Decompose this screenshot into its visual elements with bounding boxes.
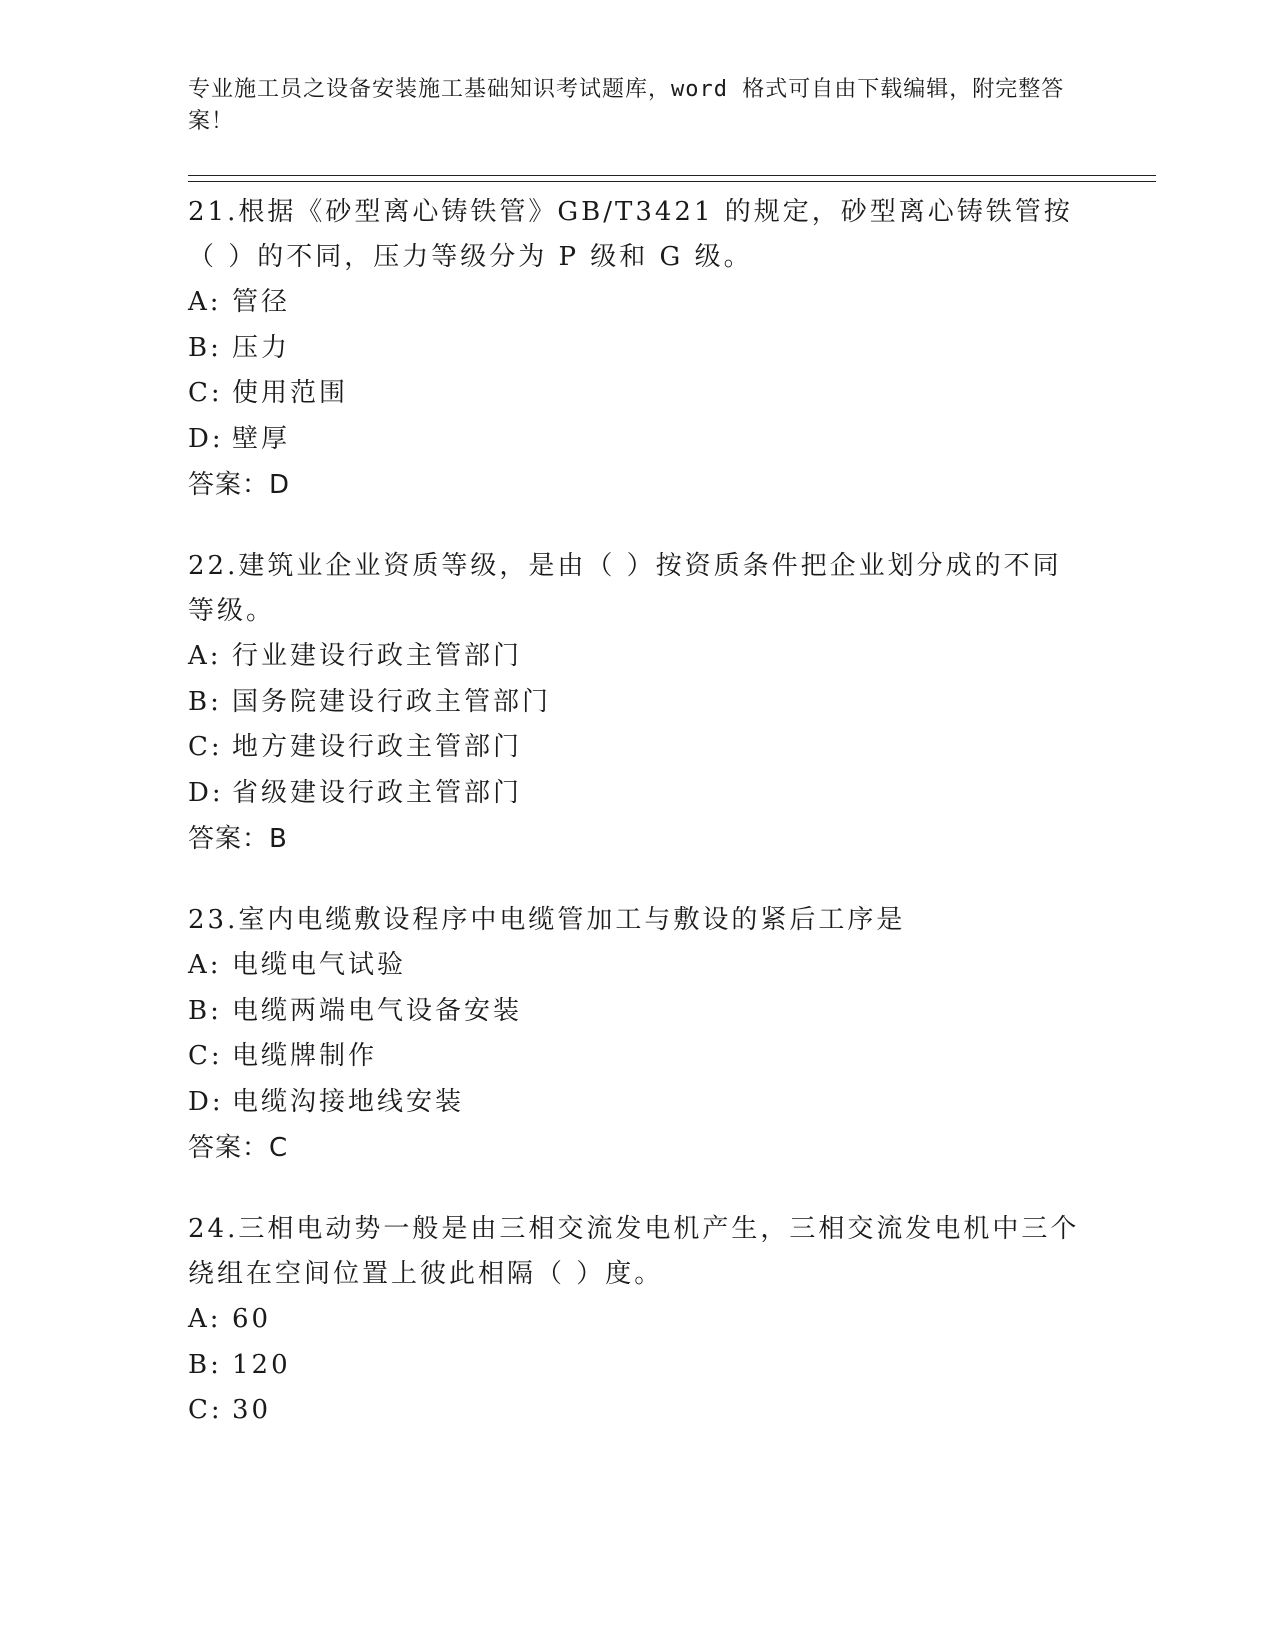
option-text: 30 <box>232 1395 272 1425</box>
question-22 <box>188 544 1088 862</box>
option-d <box>188 417 1088 463</box>
header-intro-text: 专业施工员之设备安装施工基础知识考试题库，word 格式可自由下载编辑，附完整答案！ <box>188 77 1065 134</box>
option-letter: C: <box>188 1041 223 1071</box>
option-text: 120 <box>232 1349 291 1380</box>
option-letter: B: <box>188 686 222 717</box>
option-text: 管径 <box>232 287 291 317</box>
option-text: 壁厚 <box>232 423 291 454</box>
question-23 <box>188 898 1088 1171</box>
option-text: 电缆电气试验 <box>232 950 407 980</box>
option-letter: D: <box>188 1086 224 1117</box>
question-24 <box>188 1207 1088 1434</box>
option-a <box>188 634 1088 680</box>
option-text: 省级建设行政主管部门 <box>232 777 523 808</box>
option-c <box>188 1388 1088 1434</box>
option-letter: D: <box>188 777 224 808</box>
option-letter: A: <box>188 1304 222 1334</box>
option-text: 60 <box>232 1304 272 1334</box>
option-b <box>188 326 1088 372</box>
option-text: 电缆牌制作 <box>232 1041 378 1071</box>
option-letter: D: <box>188 423 224 454</box>
option-text: 地方建设行政主管部门 <box>232 732 523 762</box>
header-divider-bottom <box>188 181 1156 182</box>
header-divider-top <box>188 175 1156 176</box>
option-c <box>188 725 1088 771</box>
question-list <box>188 190 1088 1470</box>
option-letter: A: <box>188 950 222 980</box>
option-a <box>188 280 1088 326</box>
option-c <box>188 1034 1088 1080</box>
option-a <box>188 943 1088 989</box>
question-21 <box>188 190 1088 508</box>
question-stem: 23.室内电缆敷设程序中电缆管加工与敷设的紧后工序是 <box>188 905 906 935</box>
option-text: 使用范围 <box>232 378 349 408</box>
option-letter: A: <box>188 641 222 671</box>
option-letter: C: <box>188 732 223 762</box>
option-text: 国务院建设行政主管部门 <box>232 686 552 717</box>
question-stem: 24.三相电动势一般是由三相交流发电机产生，三相交流发电机中三个绕组在空间位置上彼此相隔（ ）度。 <box>188 1214 1080 1289</box>
option-letter: B: <box>188 1349 222 1380</box>
answer-line: 答案：C <box>188 1133 289 1163</box>
option-c <box>188 371 1088 417</box>
option-b <box>188 1343 1088 1389</box>
option-letter: C: <box>188 1395 223 1425</box>
option-letter: C: <box>188 378 223 408</box>
document-header <box>188 74 1068 138</box>
option-b <box>188 989 1088 1035</box>
option-letter: A: <box>188 287 222 317</box>
option-text: 电缆沟接地线安装 <box>232 1086 465 1117</box>
option-a <box>188 1297 1088 1343</box>
question-stem: 21.根据《砂型离心铸铁管》GB/T3421 的规定，砂型离心铸铁管按（ ）的不同，压力等级分为 P 级和 G 级。 <box>188 197 1073 272</box>
question-stem: 22.建筑业企业资质等级，是由（ ）按资质条件把企业划分成的不同等级。 <box>188 551 1062 626</box>
option-letter: B: <box>188 995 222 1026</box>
option-b <box>188 680 1088 726</box>
option-d <box>188 771 1088 817</box>
option-letter: B: <box>188 332 222 363</box>
option-text: 压力 <box>232 332 291 363</box>
answer-line: 答案：D <box>188 470 291 500</box>
answer-line: 答案：B <box>188 824 288 854</box>
option-text: 电缆两端电气设备安装 <box>232 995 523 1026</box>
option-d <box>188 1080 1088 1126</box>
option-text: 行业建设行政主管部门 <box>232 641 523 671</box>
